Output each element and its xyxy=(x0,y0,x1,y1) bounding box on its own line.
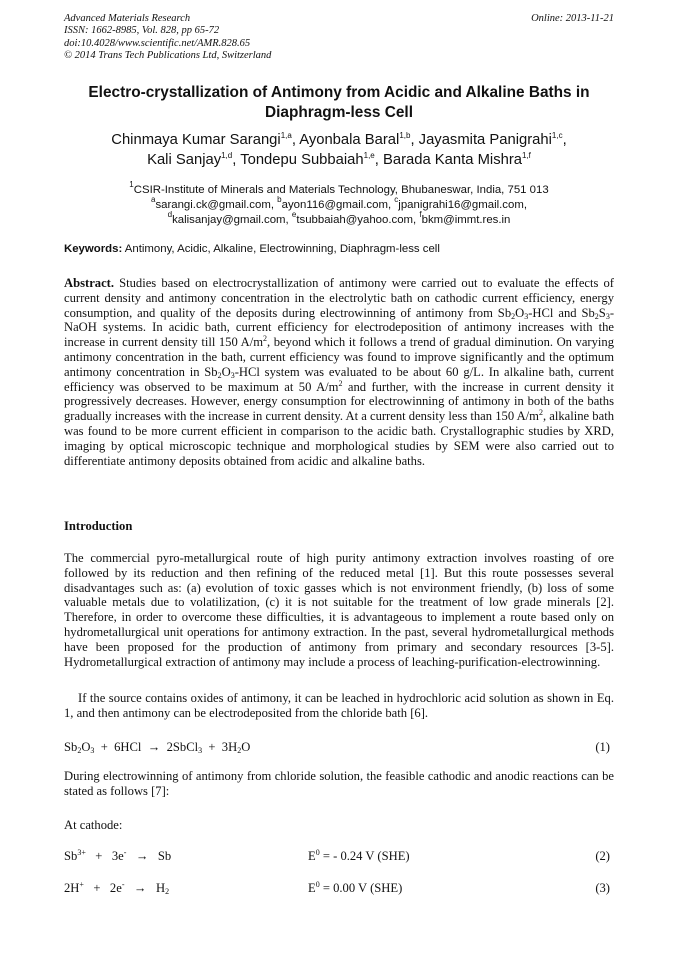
email-mark: a xyxy=(150,195,156,204)
author-list xyxy=(64,130,614,170)
affiliation xyxy=(64,180,614,198)
eq-text: O xyxy=(241,740,251,754)
email-mark: e xyxy=(291,210,297,219)
equation-1 xyxy=(64,739,614,755)
author-line-2: Kali Sanjay$^{1,d}$, Tondepu Subbaiah$^{1,e}$, Barada Kanta Mishra$^{1,f}$ xyxy=(147,151,531,168)
email-line-2: $^d$kalisanjay@gmail.com, $^e$tsubbaiah@yahoo.com, $^f$bkm@immt.res.in xyxy=(167,210,511,226)
equation-3-reaction xyxy=(64,880,169,896)
email-address[interactable]: ayon116@gmail.com xyxy=(281,199,388,211)
superscript: 0 xyxy=(315,848,320,857)
author-name: Barada Kanta Mishra xyxy=(382,152,522,168)
keywords-label: Keywords: xyxy=(64,243,123,255)
eq-text: + 3e xyxy=(85,849,124,863)
email-mark: f xyxy=(419,210,422,219)
at-cathode-label: At cathode: xyxy=(64,818,123,832)
eq-text: E xyxy=(308,849,316,863)
equation-number: (3) xyxy=(595,881,610,895)
abstract-label: Abstract. xyxy=(64,276,115,290)
equation-2-potential xyxy=(308,848,410,864)
eq-text: + 6HCl → 2SbCl xyxy=(94,740,199,754)
superscript: 3+ xyxy=(77,848,86,857)
equation-2 xyxy=(64,848,614,864)
copyright-line: © 2014 Trans Tech Publications Ltd, Switzerland xyxy=(64,50,272,62)
online-date: Online: 2013-11-21 xyxy=(531,13,614,24)
superscript: - xyxy=(121,880,125,889)
keywords-text: Antimony, Acidic, Alkaline, Electrowinning, Diaphragm-less cell xyxy=(124,243,440,255)
author-mark: 1,f xyxy=(522,151,531,160)
eq-text: = - 0.24 V (SHE) xyxy=(319,849,410,863)
author-mark: 1,d xyxy=(221,151,233,160)
equation-number: (2) xyxy=(595,849,610,863)
superscript: - xyxy=(123,848,127,857)
email-address[interactable]: bkm@immt.res.in xyxy=(421,214,511,226)
superscript: 2 xyxy=(263,334,268,344)
subscript: 3 xyxy=(198,746,203,755)
issn-line: ISSN: 1662-8985, Vol. 828, pp 65-72 xyxy=(64,25,220,37)
equation-number: (1) xyxy=(595,740,610,754)
equation-3 xyxy=(64,880,614,896)
author-line-1: Chinmaya Kumar Sarangi$^{1,a}$, Ayonbala Baral$^{1,b}$, Jayasmita Panigrahi$^{1,c}$, xyxy=(111,131,567,148)
abstract-text: Studies based on electrocrystallization of antimony were carried out to evaluate the effects of current density and antimony concentration in the electrolytic bath on cathodic current efficiency, energy consumption, and quality of the deposits during electrowinning of antimony from Sb xyxy=(64,276,614,320)
abstract-text: , beyond which it follows a trend of gradual diminution. On varying antimony concentration in the bath, current efficiency was found to improve significantly and the optimum antimony concentration in Sb xyxy=(64,335,615,379)
abstract xyxy=(64,276,614,468)
eq-text: → H xyxy=(124,881,166,895)
abstract-text: O xyxy=(221,364,231,379)
subscript: 2 xyxy=(511,311,516,321)
abstract-text: -HCl system was evaluated to be about 60 g/L. In alkaline bath, current efficiency was observed to be maximum at 50 A/m xyxy=(64,364,614,394)
eq-text: Sb xyxy=(64,740,78,754)
eq-text: E xyxy=(308,881,316,895)
email-mark: c xyxy=(394,195,399,204)
intro-paragraph-1: The commercial pyro-metallurgical route of high purity antimony extraction involves roasting of ore followed by its reduction and then refining of the reduced metal [1]. But this route possesses several disadvantages such as: (a) evolution of toxic gasses which is not environment friendly, (b) loss of some valuable metals due to volatilization, (c) it is not suitable for the treatment of low grade minerals [2]. Therefore, in order to overcome these difficulties, it is advantageous to implement a route based only on hydrometallurgical unit operations for antimony extraction. In the past, several hydrometallurgical methods have been proposed for the production of antimony from primary and secondary resources [3-5]. Hydrometallurgical extraction of antimony may include a process of leaching-purification-electrowinning. xyxy=(64,551,614,669)
affiliation-mark: 1 xyxy=(129,180,134,189)
author-mark: 1,c xyxy=(551,131,563,140)
subscript: 2 xyxy=(165,887,170,896)
email-address[interactable]: kalisanjay@gmail.com xyxy=(172,214,286,226)
title-line-1: Electro-crystallization of Antimony from Acidic and Alkaline Baths in xyxy=(88,84,590,101)
subscript: 2 xyxy=(77,746,82,755)
email-list xyxy=(64,195,614,228)
equation-3-potential xyxy=(308,880,402,896)
author-mark: 1,b xyxy=(399,131,411,140)
subscript: 3 xyxy=(90,746,95,755)
author-mark: 1,e xyxy=(363,151,375,160)
subscript: 2 xyxy=(237,746,242,755)
introduction-heading: Introduction xyxy=(64,519,133,533)
email-address[interactable]: jpanigrahi16@gmail.com xyxy=(398,199,524,211)
superscript: 0 xyxy=(315,880,320,889)
subscript: 3 xyxy=(605,311,610,321)
eq-text: + 3H xyxy=(202,740,238,754)
journal-header xyxy=(64,13,271,63)
author-mark: 1,a xyxy=(280,131,292,140)
journal-name: Advanced Materials Research xyxy=(64,13,191,24)
intro-paragraph-3: During electrowinning of antimony from chloride solution, the feasible cathodic and anodic reactions can be stated as follows [7]: xyxy=(64,769,614,798)
affiliation-text: CSIR-Institute of Minerals and Materials Technology, Bhubaneswar, India, 751 013 xyxy=(133,184,549,196)
eq-text: O xyxy=(81,740,91,754)
abstract-text: and further, with the increase in current density it progressively decreases. However, energy consumption for electrowinning of antimony in both of the baths gradually increases with the increase in current density. At a current density less than 150 A/m xyxy=(64,379,614,424)
author-name: Chinmaya Kumar Sarangi xyxy=(111,132,281,148)
author-name: Jayasmita Panigrahi xyxy=(418,132,552,148)
email-address[interactable]: sarangi.ck@gmail.com xyxy=(155,199,271,211)
abstract-text: , alkaline bath was found to be more current efficient in comparison to the acidic bath. Crystallographic studies by XRD, imaging by optical microscopic technique and morphological studies by SEM were also carried out to differentiate antimony deposits obtained from acidic and alkaline baths. xyxy=(64,409,614,468)
email-line-1: $^a$sarangi.ck@gmail.com, $^b$ayon116@gmail.com, $^c$jpanigrahi16@gmail.com, xyxy=(150,195,527,211)
eq-text: Sb xyxy=(64,849,78,863)
subscript: 2 xyxy=(217,370,222,380)
email-mark: b xyxy=(277,195,282,204)
eq-text: = 0.00 V (SHE) xyxy=(319,881,403,895)
subscript: 3 xyxy=(230,370,235,380)
eq-text: 2H xyxy=(64,881,80,895)
keywords xyxy=(64,242,614,257)
doi-line[interactable]: doi:10.4028/www.scientific.net/AMR.828.65 xyxy=(64,37,251,49)
equation-1-body xyxy=(64,739,250,755)
paper-title xyxy=(64,83,614,123)
author-name: Tondepu Subbaiah xyxy=(240,152,364,168)
subscript: 2 xyxy=(594,311,599,321)
abstract-text: O xyxy=(515,305,525,320)
email-mark: d xyxy=(167,210,173,219)
title-line-2: Diaphragm-less Cell xyxy=(265,104,413,121)
eq-text: → Sb xyxy=(126,849,172,863)
superscript: 2 xyxy=(338,378,343,388)
eq-text: + 2e xyxy=(83,881,122,895)
superscript: 2 xyxy=(538,408,543,418)
abstract-text: -NaOH systems. In acidic bath, current efficiency for electrodeposition of antimony increases with the increase in current density till 150 A/m xyxy=(64,305,615,350)
email-address[interactable]: tsubbaiah@yahoo.com xyxy=(296,214,414,226)
equation-2-reaction xyxy=(64,848,171,864)
superscript: + xyxy=(79,880,84,889)
author-name: Kali Sanjay xyxy=(147,152,222,168)
intro-paragraph-2: If the source contains oxides of antimony, it can be leached in hydrochloric acid solution as shown in Eq. 1, and then antimony can be electrodeposited from the chloride bath [6]. xyxy=(64,691,614,720)
author-name: Ayonbala Baral xyxy=(299,132,400,148)
abstract-text: -HCl and Sb xyxy=(528,305,595,320)
abstract-text: S xyxy=(598,305,606,320)
subscript: 3 xyxy=(524,311,529,321)
